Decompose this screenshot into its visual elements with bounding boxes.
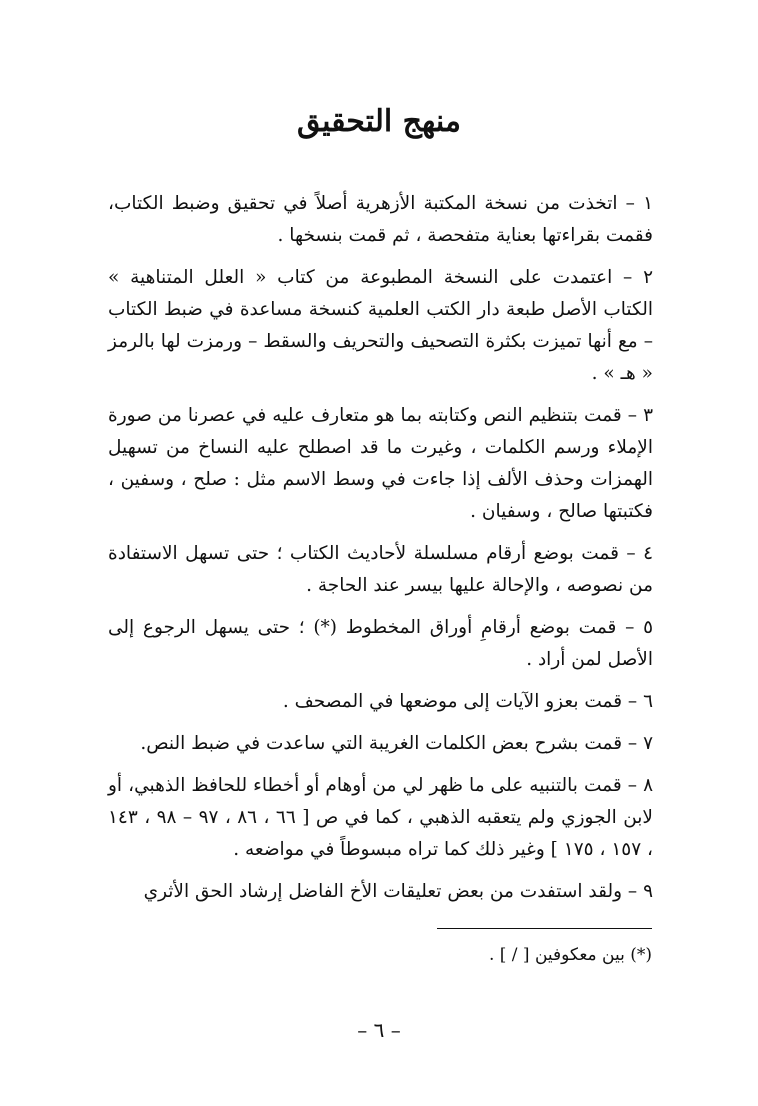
methodology-item-1: ١ – اتخذت من نسخة المكتبة الأزهرية أصلاً في تحقيق وضبط الكتاب، فقمت بقراءتها بعناية متفحصة ، ثم قمت بنسخها . xyxy=(108,193,653,246)
page-title: منهج التحقيق xyxy=(297,104,461,139)
methodology-item-8: ٨ – قمت بالتنبيه على ما ظهر لي من أوهام أو أخطاء للحافظ الذهبي، أو لابن الجوزي ولم يتعقبه الذهبي ، كما في ص [ ٦٦ ، ٨٦ ، ٩٧ – ٩٨ ، ١٤٣ ، ١٥٧ ، ١٧٥ ] وغير ذلك كما تراه مبسوطاً في مواضعه . xyxy=(108,775,653,860)
methodology-item-4: ٤ – قمت بوضع أرقام مسلسلة لأحاديث الكتاب ؛ حتى تسهل الاستفادة من نصوصه ، والإحالة عليها بيسر عند الحاجة . xyxy=(108,543,653,596)
methodology-item-9: ٩ – ولقد استفدت من بعض تعليقات الأخ الفاضل إرشاد الحق الأثري xyxy=(143,881,653,902)
footnote: (*) بين معكوفين [ / ] . xyxy=(488,945,652,965)
methodology-item-7: ٧ – قمت بشرح بعض الكلمات الغريبة التي ساعدت في ضبط النص. xyxy=(140,733,653,754)
methodology-list xyxy=(108,188,653,918)
methodology-item-6: ٦ – قمت بعزو الآيات إلى موضعها في المصحف . xyxy=(282,691,653,712)
page-number: – ٦ – xyxy=(357,1018,401,1042)
methodology-item-5: ٥ – قمت بوضع أرقامِ أوراق المخطوط (*) ؛ حتى يسهل الرجوع إلى الأصل لمن أراد . xyxy=(108,617,653,670)
methodology-item-2: ٢ – اعتمدت على النسخة المطبوعة من كتاب « العلل المتناهية » الكتاب الأصل طبعة دار الكتب العلمية كنسخة مساعدة في ضبط الكتاب – مع أنها تميزت بكثرة التصحيف والتحريف والسقط – ورمزت لها بالرمز « هـ » . xyxy=(108,267,653,384)
methodology-item-3: ٣ – قمت بتنظيم النص وكتابته بما هو متعارف عليه في عصرنا من صورة الإملاء ورسم الكلمات ، وغيرت ما قد اصطلح عليه النساخ من تسهيل الهمزات وحذف الألف إذا جاءت في وسط الاسم مثل : صلح ، وسفين ، فكتبتها صالح ، وسفيان . xyxy=(108,405,653,522)
footnote-divider xyxy=(437,928,652,929)
